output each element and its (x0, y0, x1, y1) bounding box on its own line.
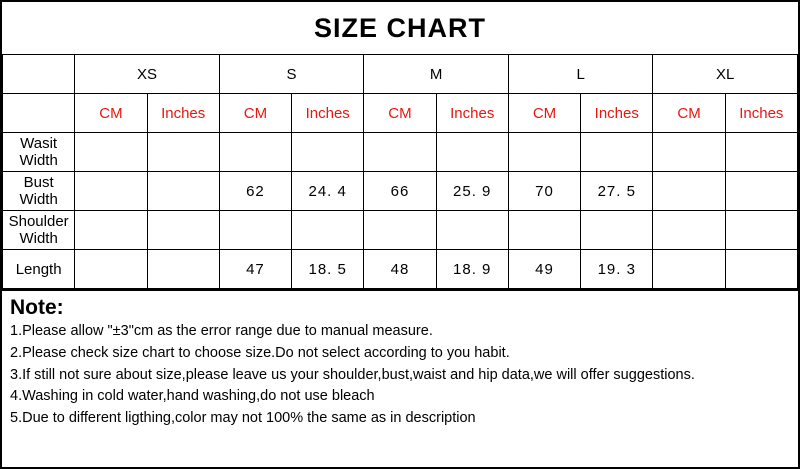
cell-shoulder-l-inches (581, 211, 653, 250)
row-label-length: Length (3, 250, 75, 289)
unit-header-xl-inches: Inches (725, 94, 797, 133)
cell-bust-s-inches: 24. 4 (292, 172, 364, 211)
unit-header-s-inches: Inches (292, 94, 364, 133)
unit-header-xs-inches: Inches (147, 94, 219, 133)
cell-wasit-xs-inches (147, 133, 219, 172)
cell-length-xs-cm (75, 250, 147, 289)
cell-wasit-m-inches (436, 133, 508, 172)
cell-length-xl-inches (725, 250, 797, 289)
unit-header-s-cm: CM (219, 94, 291, 133)
cell-wasit-l-inches (581, 133, 653, 172)
size-header-l: L (508, 55, 653, 94)
cell-shoulder-xl-inches (725, 211, 797, 250)
cell-wasit-l-cm (508, 133, 580, 172)
cell-shoulder-m-cm (364, 211, 436, 250)
cell-shoulder-xs-cm (75, 211, 147, 250)
row-label-shoulder-width: Shoulder Width (3, 211, 75, 250)
cell-bust-xl-cm (653, 172, 725, 211)
size-header-m: M (364, 55, 509, 94)
cell-length-l-inches: 19. 3 (581, 250, 653, 289)
cell-bust-m-inches: 25. 9 (436, 172, 508, 211)
note-line-3: 3.If still not sure about size,please leave us your shoulder,bust,waist and hip data,we will offer suggestions. (10, 366, 695, 383)
table-corner-cell-2 (3, 94, 75, 133)
cell-length-s-inches: 18. 5 (292, 250, 364, 289)
cell-shoulder-xs-inches (147, 211, 219, 250)
table-row (3, 133, 798, 172)
table-row (3, 172, 798, 211)
cell-length-l-cm: 49 (508, 250, 580, 289)
cell-bust-xl-inches (725, 172, 797, 211)
unit-header-l-cm: CM (508, 94, 580, 133)
table-row (3, 211, 798, 250)
cell-length-xs-inches (147, 250, 219, 289)
cell-bust-s-cm: 62 (219, 172, 291, 211)
cell-shoulder-l-cm (508, 211, 580, 250)
row-label-wasit-width: Wasit Width (3, 133, 75, 172)
cell-bust-l-inches: 27. 5 (581, 172, 653, 211)
cell-shoulder-s-cm (219, 211, 291, 250)
cell-wasit-s-cm (219, 133, 291, 172)
cell-wasit-xl-inches (725, 133, 797, 172)
table-header-units (3, 94, 798, 133)
cell-length-xl-cm (653, 250, 725, 289)
note-line-1: 1.Please allow "±3"cm as the error range due to manual measure. (10, 323, 433, 340)
note-section (2, 289, 798, 430)
cell-bust-xs-inches (147, 172, 219, 211)
row-label-bust-width: Bust Width (3, 172, 75, 211)
cell-wasit-xs-cm (75, 133, 147, 172)
note-line-4: 4.Washing in cold water,hand washing,do not use bleach (10, 388, 375, 405)
size-header-s: S (219, 55, 364, 94)
cell-length-s-cm: 47 (219, 250, 291, 289)
size-header-xs: XS (75, 55, 220, 94)
size-chart-table (2, 54, 798, 289)
cell-wasit-xl-cm (653, 133, 725, 172)
cell-wasit-s-inches (292, 133, 364, 172)
cell-bust-m-cm: 66 (364, 172, 436, 211)
unit-header-m-inches: Inches (436, 94, 508, 133)
cell-bust-l-cm: 70 (508, 172, 580, 211)
table-header-sizes (3, 55, 798, 94)
cell-wasit-m-cm (364, 133, 436, 172)
unit-header-l-inches: Inches (581, 94, 653, 133)
note-line-5: 5.Due to different ligthing,color may not 100% the same as in description (10, 410, 476, 427)
table-corner-cell (3, 55, 75, 94)
unit-header-m-cm: CM (364, 94, 436, 133)
size-header-xl: XL (653, 55, 798, 94)
cell-shoulder-xl-cm (653, 211, 725, 250)
unit-header-xl-cm: CM (653, 94, 725, 133)
cell-bust-xs-cm (75, 172, 147, 211)
page-title: SIZE CHART (314, 13, 486, 43)
note-line-2: 2.Please check size chart to choose size.Do not select according to you habit. (10, 344, 510, 361)
table-row (3, 250, 798, 289)
cell-length-m-cm: 48 (364, 250, 436, 289)
cell-length-m-inches: 18. 9 (436, 250, 508, 289)
unit-header-xs-cm: CM (75, 94, 147, 133)
cell-shoulder-m-inches (436, 211, 508, 250)
note-heading: Note: (10, 296, 64, 319)
cell-shoulder-s-inches (292, 211, 364, 250)
